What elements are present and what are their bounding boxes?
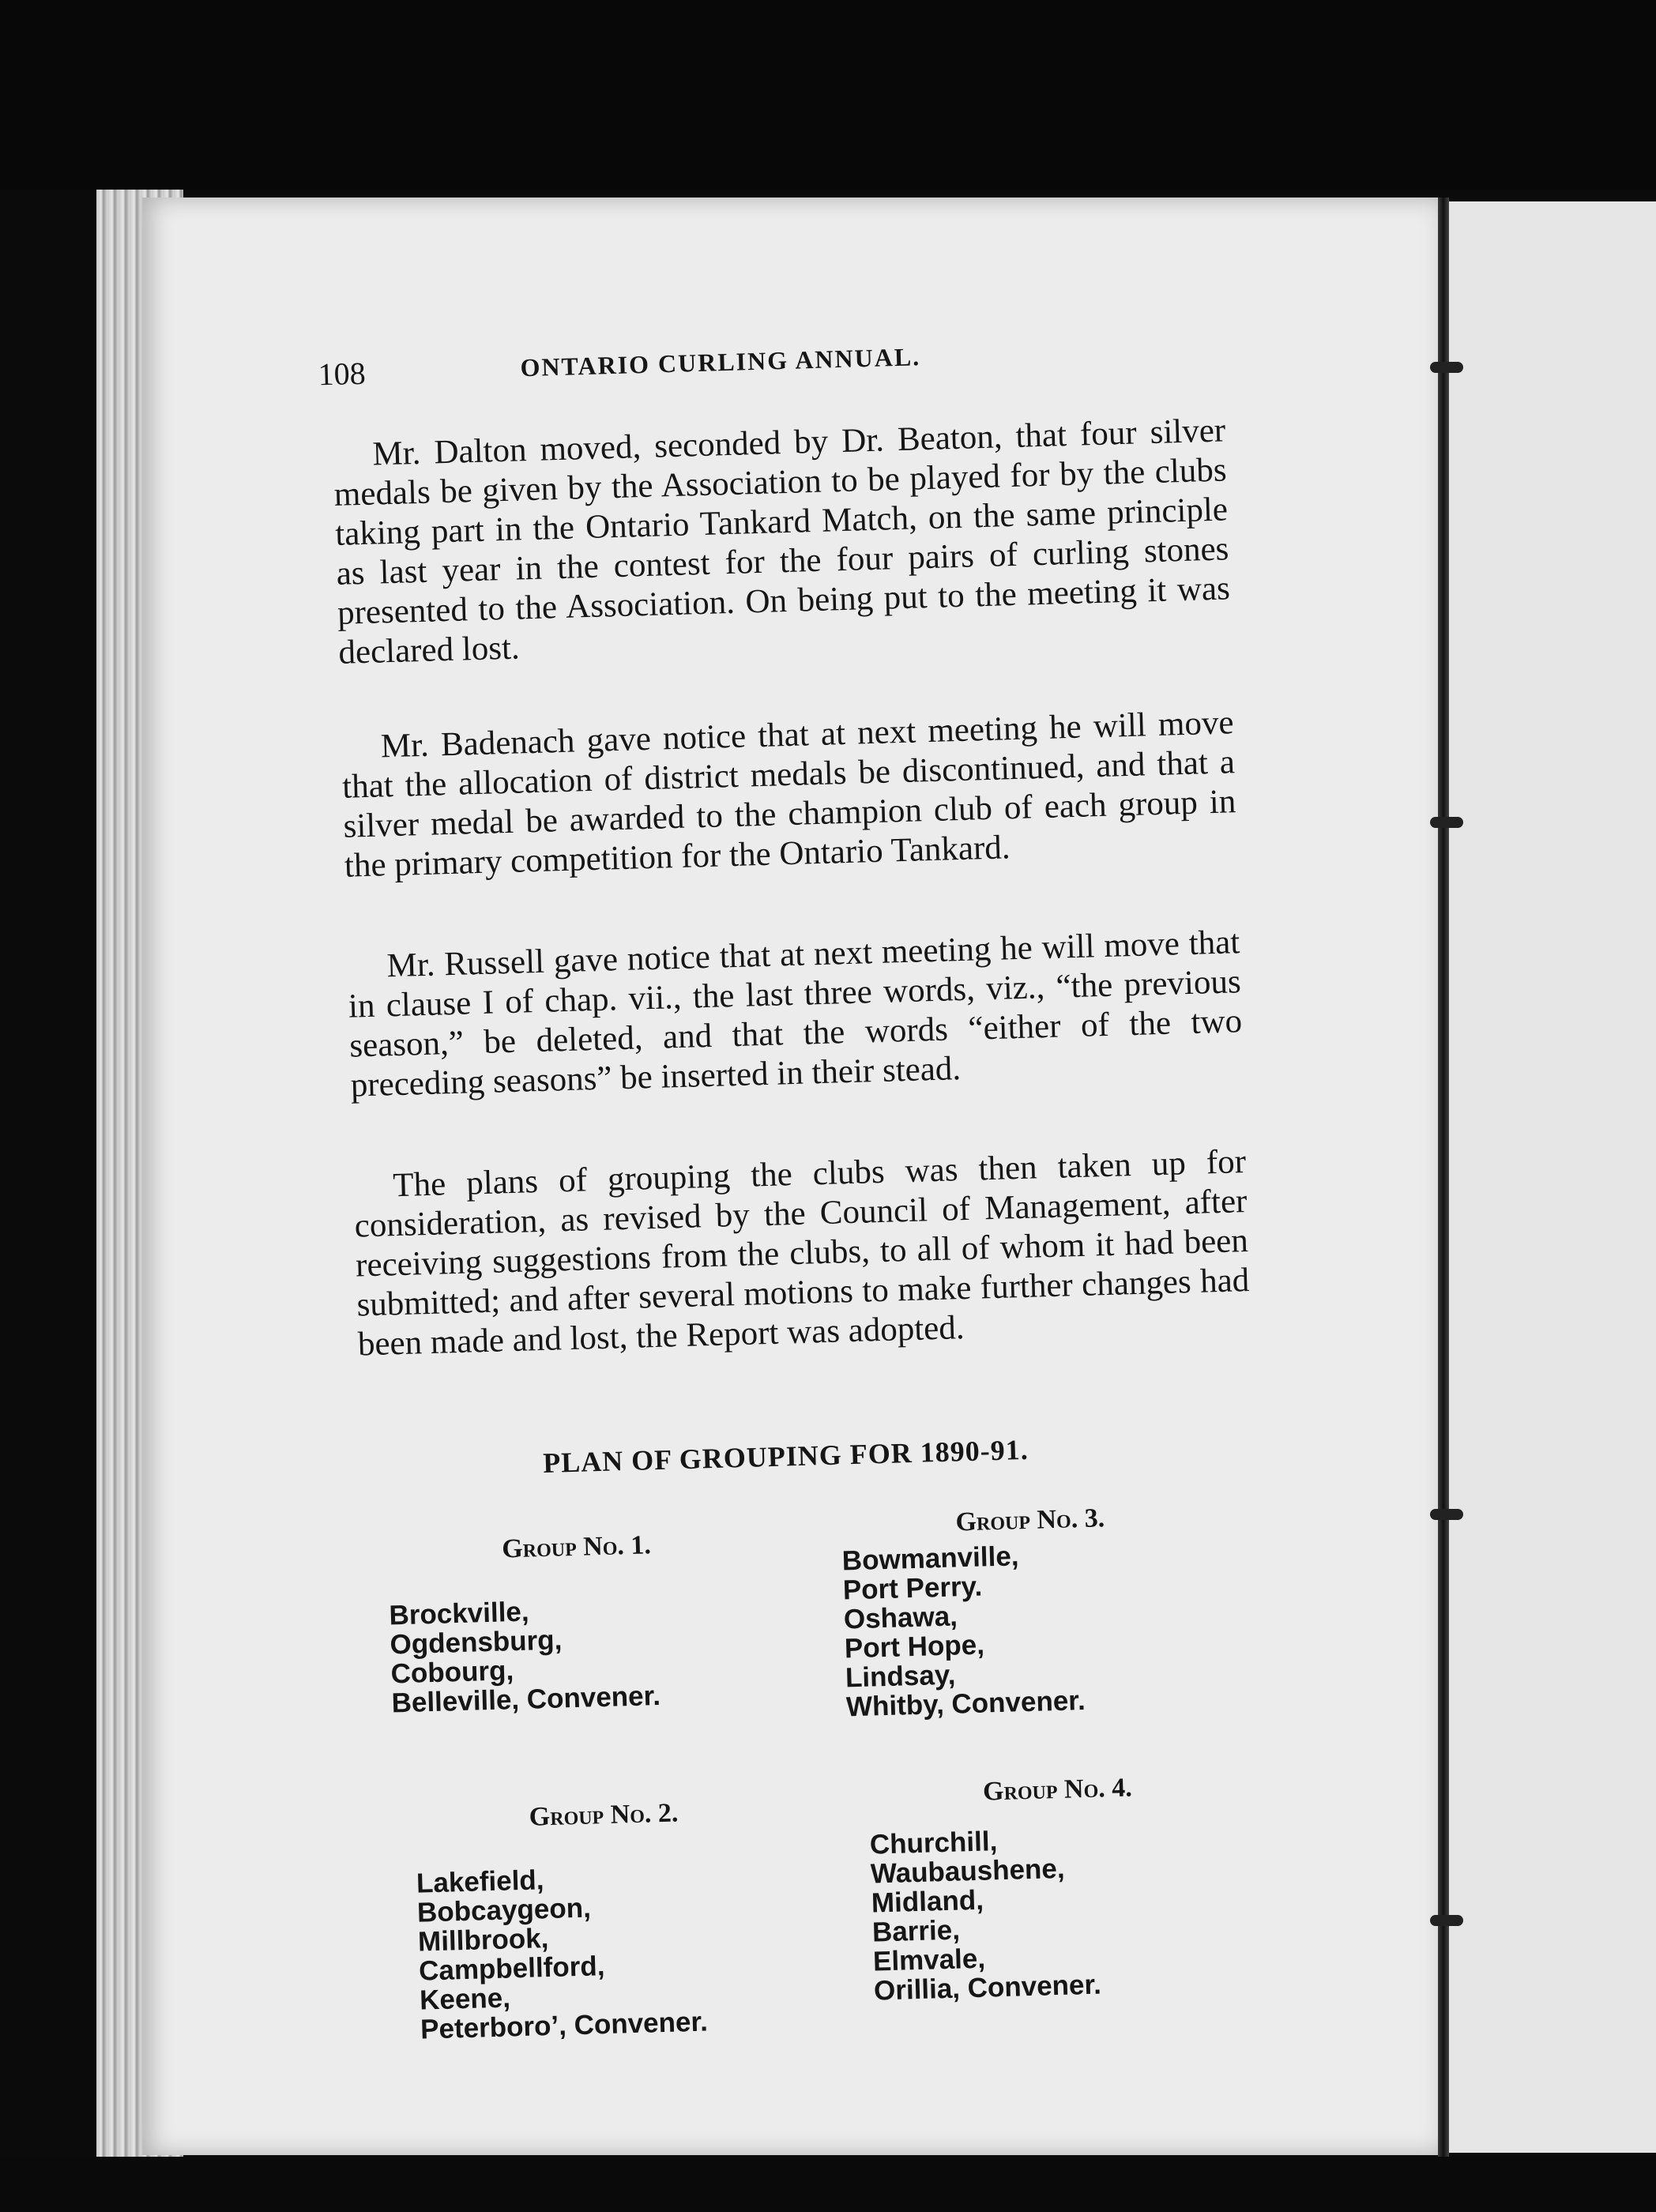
club-name: Lindsay, (845, 1659, 956, 1694)
group-list (416, 1861, 709, 2045)
club-name: Belleville, Convener. (391, 1680, 661, 1719)
club-name: Orillia, Convener. (873, 1969, 1102, 2007)
club-name: Whitby, Convener. (845, 1684, 1086, 1723)
group-heading: Group No. 2. (529, 1798, 679, 1832)
club-name: Churchill, (869, 1826, 998, 1860)
club-name: Elmvale, (872, 1943, 986, 1977)
book-gutter (1438, 198, 1449, 2157)
club-name: Keene, (419, 1982, 511, 2016)
club-name: Millbrook, (417, 1923, 549, 1958)
club-name: Campbellford, (418, 1951, 605, 1987)
club-name: Oshawa, (843, 1601, 958, 1635)
binding-stitch (1430, 1509, 1463, 1520)
binding-stitch (1430, 362, 1463, 373)
paragraph: Mr. Dalton moved, seconded by Dr. Beaton, that four silver medals be given by the Association to be played for by the clubs taking part in the Ontario Tankard Match, on the same principle as last year in the contest for the four pairs of curling stones presented to the Association. On being put to the meeting it was declared lost. (333, 412, 1231, 672)
club-name: Bobcaygeon, (416, 1892, 592, 1928)
paragraph: Mr. Russell gave notice that at next meeting he will move that in clause I of chap. vii., the last three words, viz., “the previous season,” be deleted, and that the words “either of the two preceding seasons” be inserted in their stead. (348, 924, 1243, 1104)
paragraph: Mr. Badenach gave notice that at next meeting he will move that the allocation of district medals be discontinued, and that a silver medal be awarded to the champion club of each group in the primary competition for the Ontario Tankard. (341, 704, 1236, 885)
club-name: Lakefield, (416, 1864, 544, 1899)
club-name: Waubaushene, (870, 1853, 1066, 1890)
club-name: Port Hope, (844, 1629, 985, 1665)
facing-page (1446, 201, 1656, 2153)
club-name: Cobourg, (390, 1655, 514, 1690)
paragraph: The plans of grouping the clubs was then taken up for consideration, as revised by the Council of Management, after receiving suggestions from the clubs, to all of whom it had been submitted; and after several motions to make further changes had been made and lost, the Report was adopted. (354, 1143, 1250, 1364)
scan-background-bottom (0, 2157, 1656, 2212)
group-heading: Group No. 4. (982, 1773, 1133, 1807)
club-name: Peterboro’, Convener. (420, 2006, 709, 2045)
binding-stitch (1430, 1915, 1463, 1926)
binding-stitch (1430, 817, 1463, 828)
club-name: Bowmanville, (841, 1540, 1019, 1577)
club-name: Barrie, (871, 1914, 961, 1948)
club-name: Brockville, (389, 1596, 530, 1631)
group-list (841, 1540, 1086, 1721)
group-heading: Group No. 1. (501, 1530, 652, 1564)
group-list (389, 1593, 661, 1717)
group-heading: Group No. 3. (955, 1503, 1105, 1537)
running-head-title: ONTARIO CURLING ANNUAL. (520, 342, 921, 382)
group-list (869, 1824, 1101, 2006)
scan-background-top (0, 0, 1656, 190)
club-name: Midland, (871, 1884, 984, 1919)
plan-title: PLAN OF GROUPING FOR 1890-91. (542, 1433, 1029, 1480)
club-name: Ogdensburg, (390, 1624, 563, 1661)
club-name: Port Perry. (842, 1571, 983, 1606)
page-number: 108 (318, 355, 367, 393)
